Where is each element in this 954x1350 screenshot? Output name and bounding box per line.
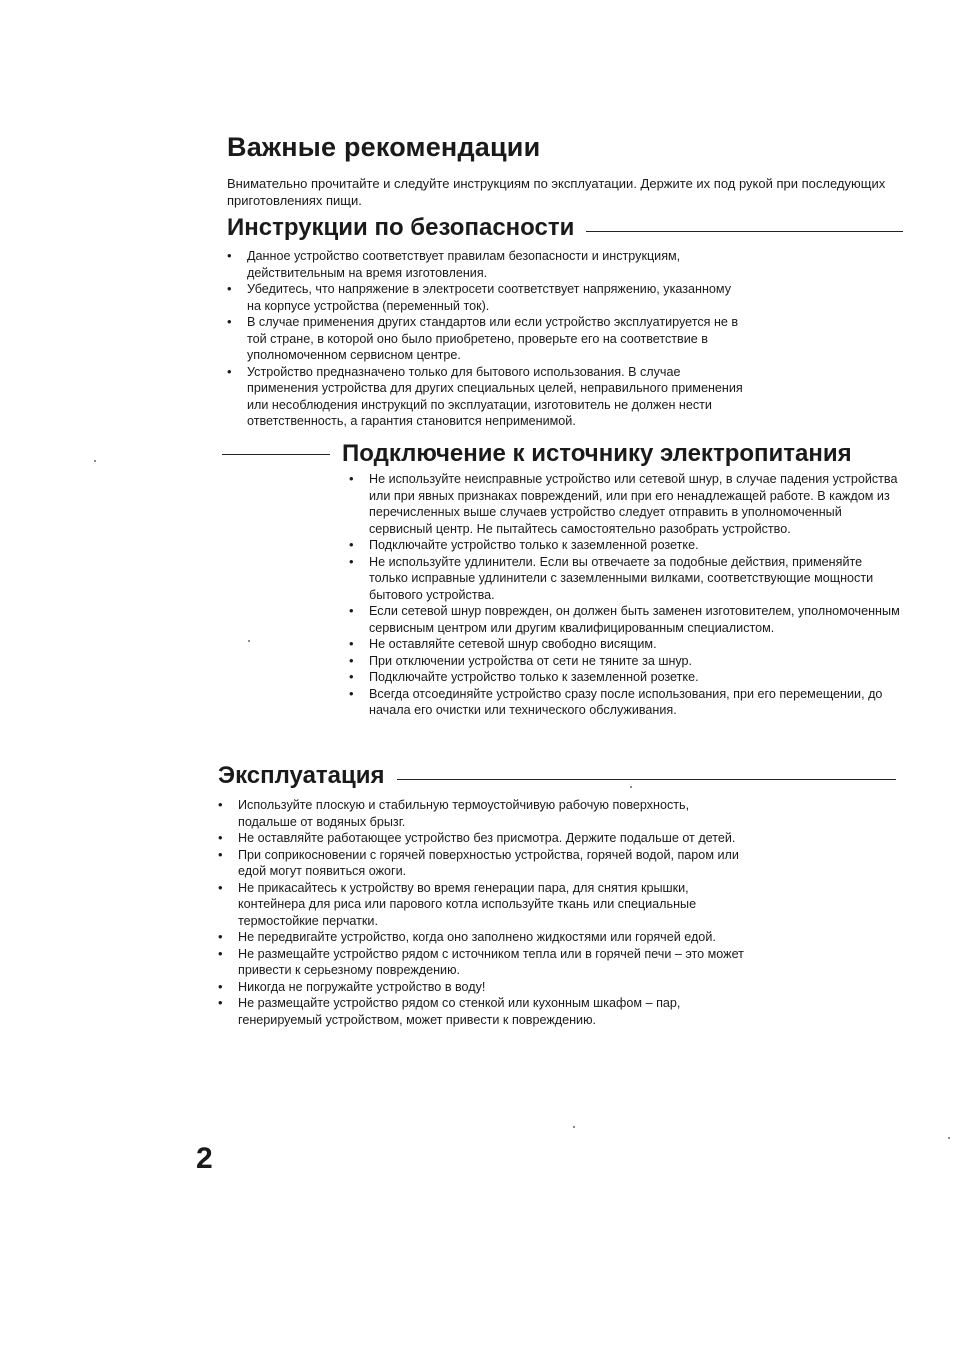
operation-list (218, 797, 748, 1028)
intro-paragraph: Внимательно прочитайте и следуйте инструкциям по эксплуатации. Держите их под рукой при последующих приготовлениях пищи. (227, 176, 886, 208)
power-list (349, 471, 901, 719)
list-item: • Никогда не погружайте устройство в воду! (218, 979, 748, 996)
list-item: • Если сетевой шнур поврежден, он должен быть заменен изготовителем, уполномоченным сервисным центром или другим квалифицированным специалистом. (349, 603, 901, 636)
operation-heading: Эксплуатация (218, 762, 385, 789)
list-item: • Не размещайте устройство рядом со стенкой или кухонным шкафом – пар, генерируемый устройством, может привести к повреждению. (218, 995, 748, 1028)
power-heading: Подключение к источнику электропитания (342, 440, 852, 467)
list-item: • Не используйте неисправные устройство или сетевой шнур, в случае падения устройства или при явных признаках повреждений, или при его ненадлежащей работе. В каждом из перечисленных выше случаев устройство следует отправить в уполномоченный сервисный центр. Не пытайтесь самостоятельно разобрать устройство. (349, 471, 901, 537)
list-item: • Не прикасайтесь к устройству во время генерации пара, для снятия крышки, контейнера для риса или парового котла используйте ткань или специальные термостойкие перчатки. (218, 880, 748, 930)
power-heading-rule (222, 454, 330, 455)
scan-speck (630, 786, 632, 788)
list-item: • При отключении устройства от сети не тяните за шнур. (349, 653, 901, 670)
safety-heading-rule (586, 231, 903, 232)
list-item: • Не оставляйте работающее устройство без присмотра. Держите подальше от детей. (218, 830, 748, 847)
list-item: • Всегда отсоединяйте устройство сразу после использования, при его перемещении, до начала его очистки или технического обслуживания. (349, 686, 901, 719)
scan-speck (573, 1126, 575, 1128)
list-item: • При соприкосновении с горячей поверхностью устройства, горячей водой, паром или едой могут появиться ожоги. (218, 847, 748, 880)
operation-heading-rule (397, 779, 896, 780)
list-item: • В случае применения других стандартов или если устройство эксплуатируется не в той стране, в которой оно было приобретено, проверьте его на соответствие в уполномоченном сервисном центре. (227, 314, 747, 364)
list-item: • Устройство предназначено только для бытового использования. В случае применения устройства для других специальных целей, неправильного применения или несоблюдения инструкций по эксплуатации, изготовитель не должен нести ответственность, а гарантия становится неприменимой. (227, 364, 747, 430)
page-number: 2 (196, 1142, 213, 1175)
scan-speck (248, 640, 250, 642)
list-item: • Убедитесь, что напряжение в электросети соответствует напряжению, указанному на корпусе устройства (переменный ток). (227, 281, 747, 314)
page-title: Важные рекомендации (227, 132, 541, 162)
safety-section-header (227, 214, 903, 242)
safety-heading: Инструкции по безопасности (227, 214, 575, 241)
operation-section-header (218, 762, 896, 790)
scan-speck (94, 460, 96, 462)
list-item: • Подключайте устройство только к заземленной розетке. (349, 537, 901, 554)
list-item: • Подключайте устройство только к заземленной розетке. (349, 669, 901, 686)
list-item: • Не передвигайте устройство, когда оно заполнено жидкостями или горячей едой. (218, 929, 748, 946)
list-item: • Не оставляйте сетевой шнур свободно висящим. (349, 636, 901, 653)
list-item: • Не размещайте устройство рядом с источником тепла или в горячей печи – это может привести к серьезному повреждению. (218, 946, 748, 979)
list-item: • Не используйте удлинители. Если вы отвечаете за подобные действия, применяйте только исправные удлинители с заземленными вилками, соответствующие мощности бытового устройства. (349, 554, 901, 604)
safety-list (227, 248, 747, 430)
list-item: • Используйте плоскую и стабильную термоустойчивую рабочую поверхность, подальше от водяных брызг. (218, 797, 748, 830)
scan-speck (948, 1137, 950, 1139)
list-item: • Данное устройство соответствует правилам безопасности и инструкциям, действительным на время изготовления. (227, 248, 747, 281)
power-section-header (222, 440, 902, 468)
